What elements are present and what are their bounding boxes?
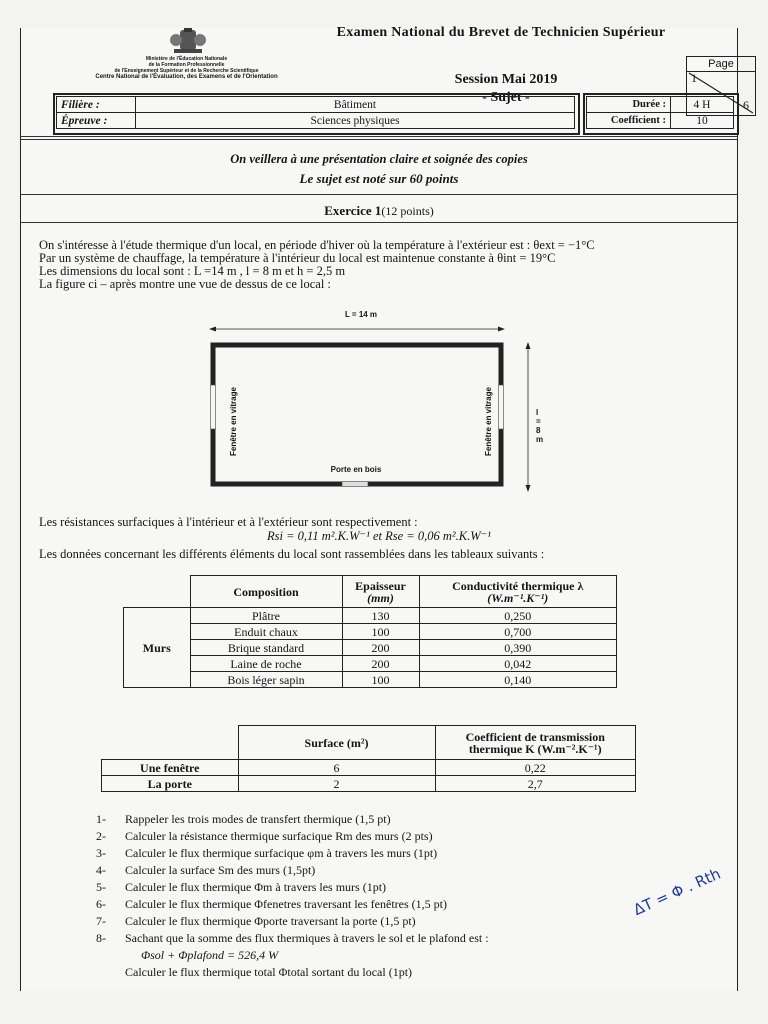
question-number: 2- bbox=[96, 829, 106, 843]
duree-value: 4 H bbox=[671, 97, 734, 113]
table-cell: Brique standard bbox=[190, 640, 342, 656]
table-cell: 200 bbox=[342, 640, 419, 656]
right-window-label: Fenêtre en vitrage bbox=[484, 387, 493, 456]
question-4 bbox=[96, 864, 315, 877]
question-2 bbox=[96, 830, 433, 843]
conductivity-unit: (W.m⁻¹.K⁻¹) bbox=[487, 590, 549, 605]
ministry-line-3: de l'Enseignement Supérieur et de la Recherche Scientifique bbox=[114, 68, 259, 74]
transmission-table bbox=[101, 725, 636, 792]
table-cell: 100 bbox=[342, 624, 419, 640]
table-corner bbox=[102, 726, 239, 760]
intro-line-3: Les dimensions du local sont : L =14 m , l = 8 m et h = 2,5 m bbox=[39, 264, 346, 278]
table-cell: Plâtre bbox=[190, 608, 342, 624]
conductivity-title: Conductivité thermique λ bbox=[452, 578, 584, 593]
ministry-line-2: de la Formation Professionnelle bbox=[148, 62, 225, 68]
filiere-value: Bâtiment bbox=[136, 97, 575, 113]
table-cell: 6 bbox=[238, 760, 435, 776]
question-text: Calculer le flux thermique surfacique φm à travers les murs (1pt) bbox=[125, 846, 438, 860]
question-1 bbox=[96, 813, 391, 826]
length-label: L = 14 m bbox=[344, 310, 378, 319]
question-8-task: Calculer le flux thermique total Φtotal sortant du local (1pt) bbox=[125, 965, 413, 979]
exam-sheet bbox=[20, 25, 749, 991]
table-cell: 2 bbox=[238, 776, 435, 792]
question-text: Calculer la résistance thermique surfacique Rm des murs (2 pts) bbox=[125, 829, 433, 843]
exercise-intro bbox=[39, 239, 729, 291]
ministry-line-1: Ministère de l'Éducation Nationale bbox=[145, 56, 228, 62]
transmission-title: Coefficient de transmission bbox=[465, 729, 605, 744]
col-header-composition: Composition bbox=[190, 576, 342, 608]
table-cell: 0,140 bbox=[419, 672, 617, 688]
evaluation-center: Centre National de l'Évaluation, des Examens et de l'Orientation bbox=[95, 74, 278, 80]
ministry-block bbox=[69, 56, 304, 81]
duree-label: Durée : bbox=[587, 97, 671, 113]
intro-line-2: Par un système de chauffage, la température à l'intérieur du local est maintenue constante à θint = 19°C bbox=[39, 251, 556, 265]
thickness-title: Epaisseur bbox=[355, 578, 406, 593]
question-6 bbox=[96, 898, 447, 911]
resistance-intro: Les résistances surfaciques à l'intérieur et à l'extérieur sont respectivement : bbox=[39, 515, 418, 529]
wall-composition-table bbox=[123, 575, 617, 688]
exercise-points: (12 points) bbox=[381, 204, 434, 218]
table-cell: 0,22 bbox=[435, 760, 636, 776]
separator-line bbox=[21, 136, 737, 137]
table-corner bbox=[124, 576, 191, 608]
question-number: 3- bbox=[96, 846, 106, 860]
col-header-conductivity bbox=[419, 576, 617, 608]
question-number: 7- bbox=[96, 914, 106, 928]
table-cell: Bois léger sapin bbox=[190, 672, 342, 688]
epreuve-label: Épreuve : bbox=[57, 113, 136, 129]
notice-presentation: On veillera à une présentation claire et soignée des copies bbox=[230, 152, 528, 166]
question-text: Calculer le flux thermique Φm à travers les murs (1pt) bbox=[125, 880, 387, 894]
question-number: 5- bbox=[96, 880, 106, 894]
question-text: Calculer le flux thermique Φfenetres traversant les fenêtres (1,5 pt) bbox=[125, 897, 447, 911]
coefficient-label: Coefficient : bbox=[587, 113, 671, 129]
left-window-label: Fenêtre en vitrage bbox=[229, 387, 238, 456]
room-plan-figure bbox=[206, 310, 544, 490]
handwritten-note: ΔT = Φ . Rth bbox=[630, 864, 724, 919]
room-plan-drawing bbox=[206, 310, 526, 490]
resistance-formula: Rsi = 0,11 m².K.W⁻¹ et Rse = 0,06 m².K.W⁻¹ bbox=[267, 529, 491, 543]
table-cell: 100 bbox=[342, 672, 419, 688]
subject-label: - Sujet - bbox=[482, 90, 530, 105]
filiere-label: Filière : bbox=[57, 97, 136, 113]
col-header-transmission bbox=[435, 726, 636, 760]
door-label: Porte en bois bbox=[330, 465, 382, 474]
page-total: 6 bbox=[743, 98, 749, 112]
epreuve-value: Sciences physiques bbox=[136, 113, 575, 129]
intro-line-1: On s'intéresse à l'étude thermique d'un local, en période d'hiver où la température à l'extérieur est : θext = −1°C bbox=[39, 238, 595, 252]
question-5 bbox=[96, 881, 386, 894]
page-label: Page bbox=[687, 57, 755, 72]
table-cell: 0,042 bbox=[419, 656, 617, 672]
thickness-unit: (mm) bbox=[367, 590, 394, 605]
table-cell: 200 bbox=[342, 656, 419, 672]
question-number: 4- bbox=[96, 863, 106, 877]
question-number: 6- bbox=[96, 897, 106, 911]
separator-line bbox=[21, 194, 737, 195]
height-dimension-arrow bbox=[524, 342, 532, 492]
row-label-window: Une fenêtre bbox=[102, 760, 239, 776]
exam-title: Examen National du Brevet de Technicien Supérieur bbox=[336, 25, 666, 40]
question-7 bbox=[96, 915, 416, 928]
width-label: l = 8 m bbox=[536, 408, 544, 444]
royal-emblem-logo bbox=[166, 28, 210, 54]
table-cell: 0,390 bbox=[419, 640, 617, 656]
separator-line bbox=[21, 222, 737, 223]
table-cell: 2,7 bbox=[435, 776, 636, 792]
question-number: 1- bbox=[96, 812, 106, 826]
question-8-formula: Φsol + Φplafond = 526,4 W bbox=[141, 948, 279, 962]
exercise-title bbox=[21, 203, 737, 219]
table-cell: 130 bbox=[342, 608, 419, 624]
table-cell: Enduit chaux bbox=[190, 624, 342, 640]
question-text: Calculer le flux thermique Φporte traversant la porte (1,5 pt) bbox=[125, 914, 416, 928]
tables-intro: Les données concernant les différents éléments du local sont rassemblées dans les tableaux suivants : bbox=[39, 547, 545, 561]
intro-line-4: La figure ci – après montre une vue de dessus de ce local : bbox=[39, 277, 331, 291]
notice-total-points: Le sujet est noté sur 60 points bbox=[299, 171, 459, 186]
separator-line bbox=[21, 139, 737, 140]
session-label: Session Mai 2019 bbox=[454, 72, 558, 87]
col-header-thickness bbox=[342, 576, 419, 608]
col-header-surface: Surface (m²) bbox=[238, 726, 435, 760]
table-cell: 0,700 bbox=[419, 624, 617, 640]
table-cell: 0,250 bbox=[419, 608, 617, 624]
table-cell: Laine de roche bbox=[190, 656, 342, 672]
question-8 bbox=[96, 932, 489, 945]
question-3 bbox=[96, 847, 437, 860]
question-text: Sachant que la somme des flux thermiques à travers le sol et le plafond est : bbox=[125, 931, 489, 945]
row-label-door: La porte bbox=[102, 776, 239, 792]
question-text: Calculer la surface Sm des murs (1,5pt) bbox=[125, 863, 316, 877]
question-text: Rappeler les trois modes de transfert thermique (1,5 pt) bbox=[125, 812, 391, 826]
subject-info-table bbox=[56, 96, 575, 129]
coefficient-value: 10 bbox=[671, 113, 734, 129]
exercise-name: Exercice 1 bbox=[324, 203, 382, 218]
page-current: 1 bbox=[691, 71, 697, 85]
duration-info-table bbox=[586, 96, 734, 129]
transmission-unit: thermique K (W.m⁻².K⁻¹) bbox=[468, 741, 602, 756]
group-label-walls: Murs bbox=[124, 608, 191, 688]
question-number: 8- bbox=[96, 931, 106, 945]
